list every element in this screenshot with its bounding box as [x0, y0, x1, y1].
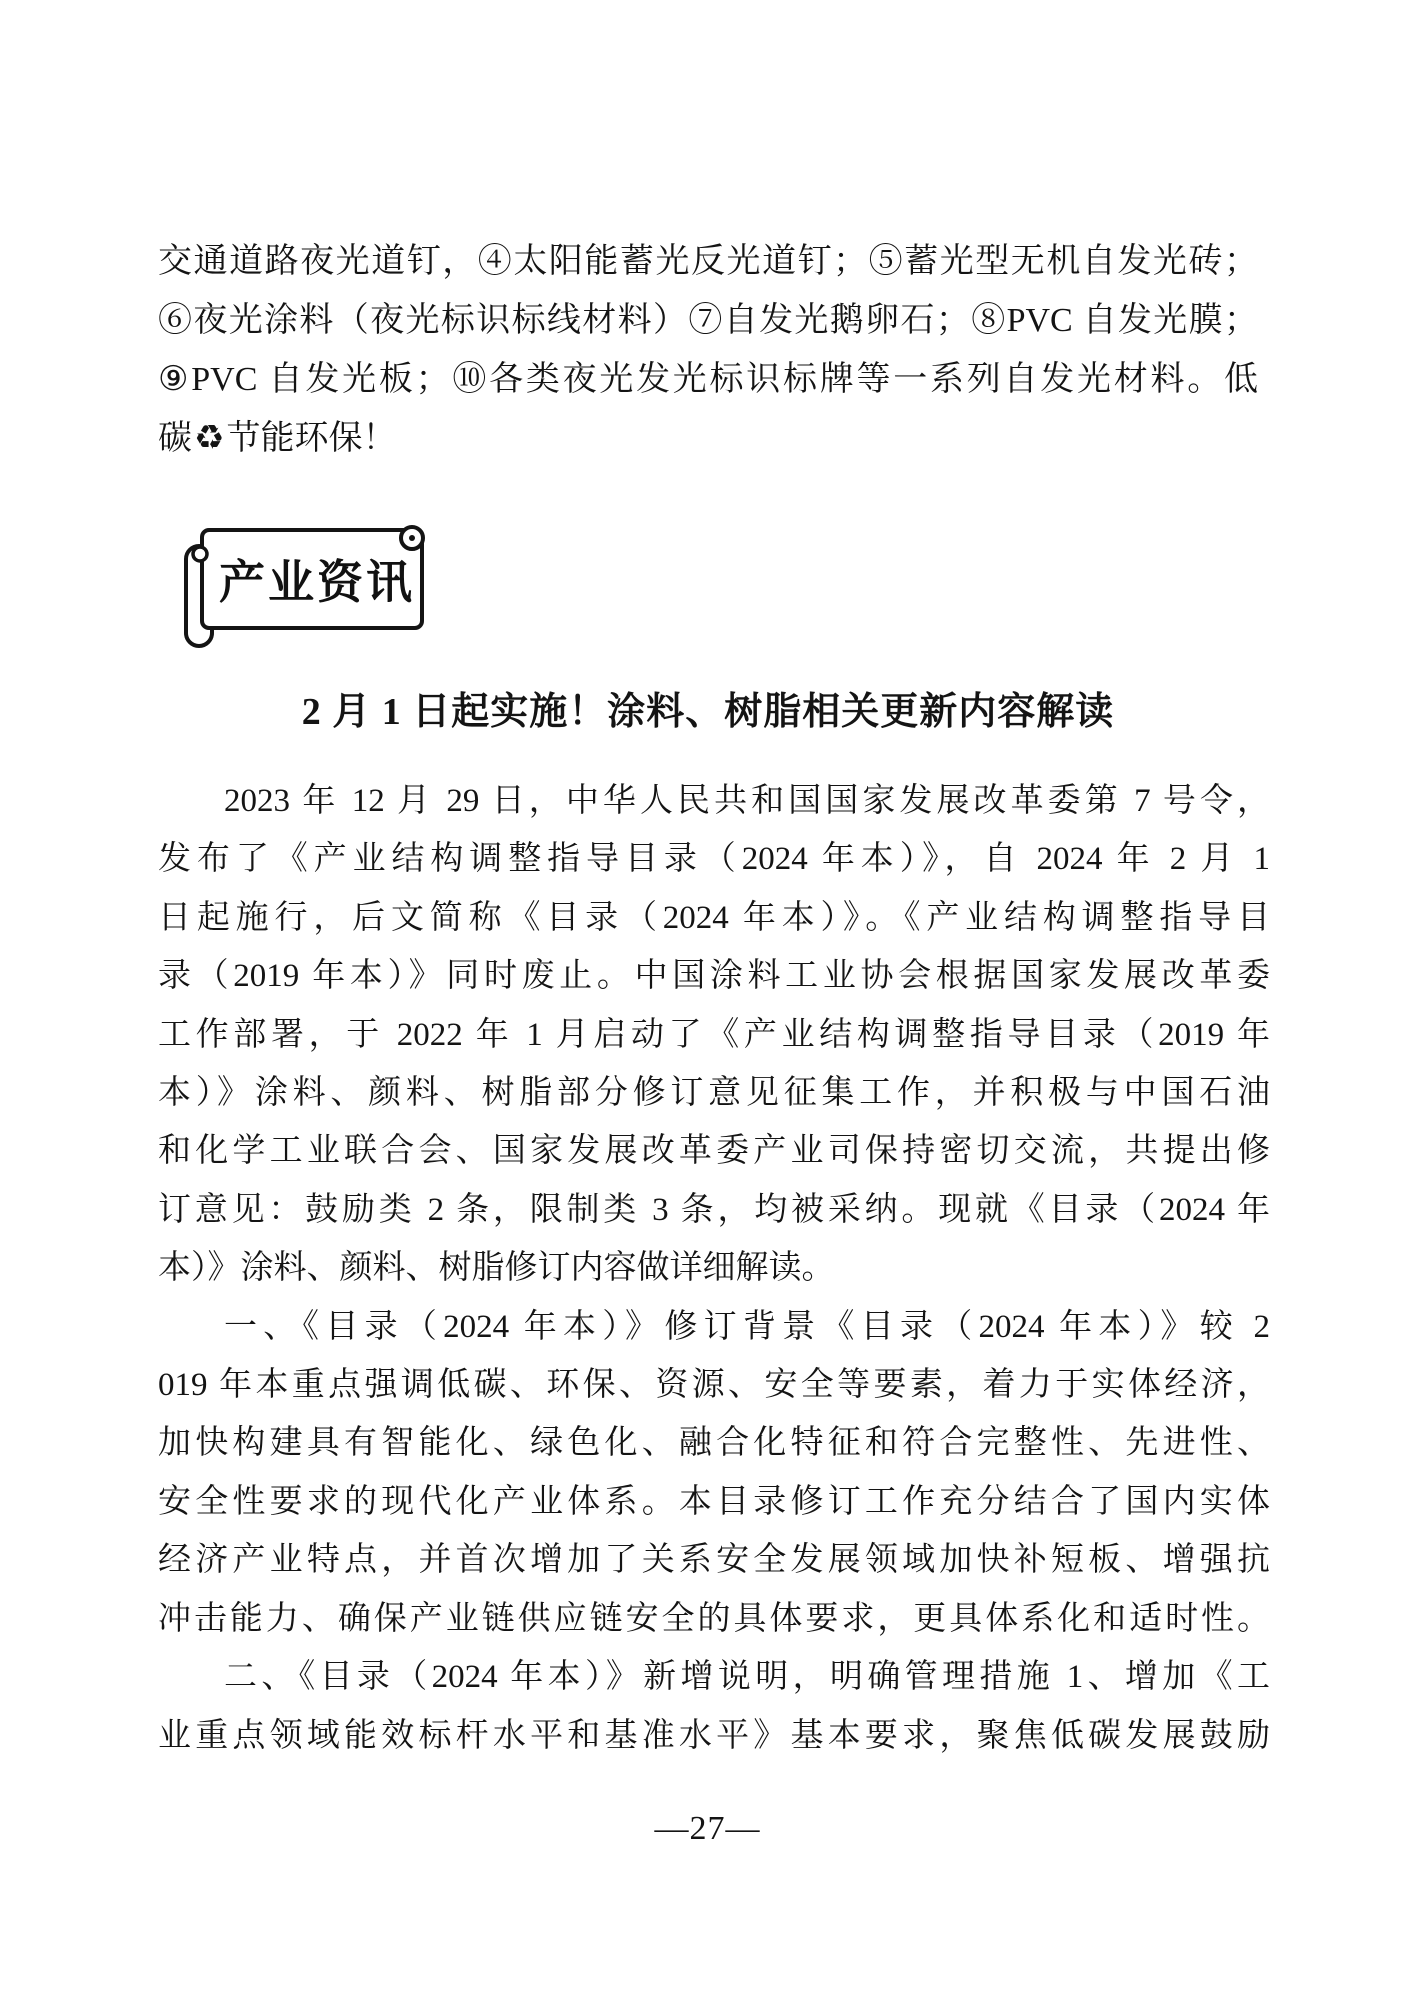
body-line: 和化学工业联合会、国家发展改革委产业司保持密切交流，共提出修	[158, 1133, 1270, 1170]
recycle-icon: ♻	[194, 418, 225, 458]
intro-line: ⑨PVC 自发光板；⑩各类夜光发光标识标牌等一系列自发光材料。低	[158, 361, 1258, 398]
body-line: 录（2019 年本）》同时废止。中国涂料工业协会根据国家发展改革委	[158, 958, 1270, 995]
body-line: 本）》涂料、颜料、树脂修订内容做详细解读。	[158, 1250, 835, 1287]
body-line: 业重点领域能效标杆水平和基准水平》基本要求，聚焦低碳发展鼓励	[158, 1717, 1270, 1754]
intro-paragraph	[158, 232, 1258, 468]
body-line: 经济产业特点，并首次增加了关系安全发展领域加快补短板、增强抗	[158, 1542, 1270, 1579]
body-line: 日起施行，后文简称《目录（2024 年本）》。《产业结构调整指导目	[158, 899, 1270, 936]
body-line: 二、《目录（2024 年本）》新增说明，明确管理措施 1、增加《工	[224, 1659, 1270, 1696]
intro-line: ⑥夜光涂料（夜光标识标线材料）⑦自发光鹅卵石；⑧PVC 自发光膜；	[158, 302, 1258, 339]
body-line: 安全性要求的现代化产业体系。本目录修订工作充分结合了国内实体	[158, 1483, 1270, 1520]
body-line: 本）》涂料、颜料、树脂部分修订意见征集工作，并积极与中国石油	[158, 1075, 1270, 1112]
article-body	[158, 772, 1270, 1765]
body-line: 一、《目录（2024 年本）》修订背景《目录（2024 年本）》较 2	[224, 1308, 1270, 1345]
intro-line-suffix: 节能环保！	[226, 420, 397, 457]
intro-line: 交通道路夜光道钉，④太阳能蓄光反光道钉；⑤蓄光型无机自发光砖；	[158, 243, 1258, 280]
body-line: 冲击能力、确保产业链供应链安全的具体要求，更具体系化和适时性。	[158, 1600, 1270, 1637]
body-line: 加快构建具有智能化、绿色化、融合化特征和符合完整性、先进性、	[158, 1425, 1270, 1462]
body-line: 019 年本重点强调低碳、环保、资源、安全等要素，着力于实体经济，	[158, 1367, 1270, 1404]
intro-line-prefix: 碳	[158, 420, 192, 457]
body-line: 发布了《产业结构调整指导目录（2024 年本）》，自 2024 年 2 月 1	[158, 841, 1271, 878]
page-number: —27—	[654, 1810, 761, 1847]
section-banner-title: 产业资讯	[219, 557, 415, 608]
body-line: 2023 年 12 月 29 日，中华人民共和国国家发展改革委第 7 号令，	[224, 783, 1270, 819]
section-banner	[180, 516, 442, 658]
body-line: 工作部署，于 2022 年 1 月启动了《产业结构调整指导目录（2019 年	[158, 1016, 1270, 1053]
body-line: 订意见：鼓励类 2 条，限制类 3 条，均被采纳。现就《目录（2024 年	[158, 1191, 1270, 1228]
intro-line	[158, 409, 1258, 468]
article-title: 2 月 1 日起实施！涂料、树脂相关更新内容解读	[301, 691, 1115, 733]
